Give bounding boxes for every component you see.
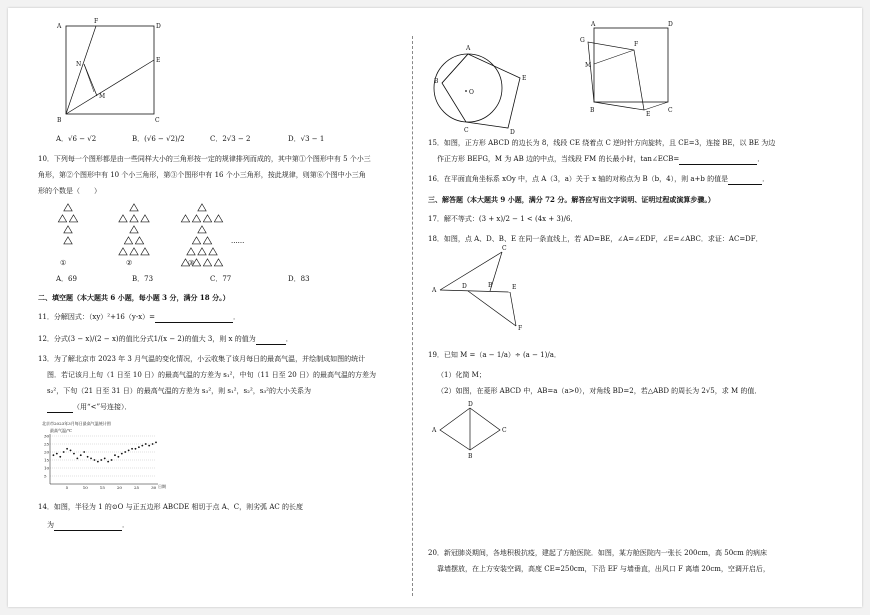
pattern-2-triangle [119,215,127,222]
label-D: D [510,129,515,136]
label-C: C [502,245,507,252]
label-B: B [488,282,493,289]
pattern-3-triangle [198,226,206,233]
pattern-1-triangle [64,237,72,244]
exam-page [8,8,862,607]
data-point [114,454,116,456]
q9-option-d: D．√3 − 1 [288,135,325,143]
pattern-1-triangle [64,226,72,233]
label-D: D [468,401,473,408]
q10-option-c: C．77 [210,275,232,283]
q9-option-a: A．√6 − √2 [56,135,97,143]
q12: 12．分式(3 − x)/(2 − x)的值比分式1/(x − 2)的值大 3，则 x 的值为 ． [38,335,293,343]
data-point [104,458,106,460]
label-B: B [434,78,439,85]
section-2-heading: 二、填空题（本大题共 6 小题，每小题 3 分，满分 18 分。） [38,293,230,302]
ellipsis: ······ [231,239,245,247]
pattern-2-triangle [141,248,149,255]
q13-line4: （用“<”号连接）． [47,402,132,413]
label-D: D [462,283,467,290]
data-point [87,456,89,458]
data-point [53,454,55,456]
pattern-3-triangle [181,215,189,222]
y-tick-label: 10 [44,465,50,471]
label-A: A [466,45,471,52]
data-point [100,459,102,461]
rotating-square-figure [576,22,676,132]
q16-answer-blank[interactable] [728,176,762,185]
label-C: C [155,117,160,124]
q9-option-c: C．2√3 − 2 [210,135,251,143]
q18-figure [432,246,542,336]
right-column [428,8,808,607]
label-B: B [590,107,595,114]
q18: 18．如图，点 A、D、B、E 在同一条直线上，若 AD=BE，∠A=∠EDF，∠E=∠ABC．求证：AC=DF． [428,235,763,243]
data-point [124,451,126,453]
pattern-2-triangle [141,215,149,222]
q10-line1: 10．下列每一个图形都是由一些同样大小的三角形按一定的规律排列而成的，其中第①个图形中有 5 个小三 [38,155,371,163]
pattern-3-triangle [214,259,222,266]
q19-line3: （2）如图，在菱形 ABCD 中，AB=a（a>0），对角线 BD=2，若△ABD 的周长为 2√5，求 M 的值． [437,387,762,395]
chart-ylabel: 最高气温/℃ [50,428,72,433]
pattern-1-label: ① [60,259,67,267]
pattern-1-triangle [69,215,77,222]
label-C: C [668,107,673,114]
left-column [38,8,410,607]
q10-option-d: D．83 [288,275,310,283]
pattern-3-triangle [198,248,206,255]
q13-answer-blank[interactable] [47,404,73,413]
pattern-2-triangle [130,204,138,211]
chart-title: 北京市2023年3月每日最高气温统计图 [42,421,111,426]
q13-line1: 13．为了解北京市 2023 年 3 月气温的变化情况，小云收集了该月每日的最高气温，并绘制成如图的统计 [38,355,366,363]
q17: 17．解不等式：(3 + x)/2 − 1 < (4x + 3)/6． [428,215,578,223]
pattern-3-triangle [198,204,206,211]
pattern-2-triangle [119,248,127,255]
label-B: B [57,117,62,124]
q14-line2: 为 ． [47,521,129,529]
pattern-2-triangle [124,237,132,244]
y-tick-label: 15 [44,457,50,463]
triangle-patterns [38,200,318,256]
data-point [90,458,92,460]
data-point [111,459,113,461]
section-3-heading: 三、解答题（本大题共 9 小题，满分 72 分。解答应写出文字说明、证明过程或演算步骤。） [428,195,715,204]
pattern-3-triangle [192,237,200,244]
q13-line3: s₂²，下旬（21 日至 31 日）的最高气温的方差为 s₃²，则 s₁²，s₂²，s₃²的大小关系为 [47,387,311,395]
data-point [135,448,137,450]
label-A: A [432,287,437,294]
y-tick-label: 20 [44,449,50,455]
data-point [107,461,109,463]
q14-line1: 14．如图，半径为 1 的⊙O 与正五边形 ABCDE 相切于点 A、C，则劣弧 AC 的长度 [38,503,303,511]
x-tick-label: 20 [116,485,122,490]
column-divider [412,36,413,596]
pattern-3-triangle [187,248,195,255]
pattern-2-triangle [130,215,138,222]
q10-option-b: B．73 [132,275,154,283]
q16: 16．在平面直角坐标系 xOy 中，点 A（3，a）关于 x 轴的对称点为 B（b，4），则 a+b 的值是 ． [428,175,770,183]
x-tick-label: 10 [82,485,88,490]
label-G: G [580,37,585,44]
data-point [59,456,61,458]
chart-xlabel: 日期 [158,484,166,489]
data-point [94,459,96,461]
data-point [80,454,82,456]
data-point [63,451,65,453]
pattern-2-triangle [130,248,138,255]
x-tick-label: 25 [133,485,140,490]
q20-line2: 靠墙摆放，在上方安装空调，高度 CE=250cm，下沿 EF 与墙垂直，出风口 F 离墙 20cm，空调开启后， [437,565,770,573]
data-point [66,448,68,450]
data-point [131,448,133,450]
data-point [152,443,154,445]
y-tick-label: 5 [44,473,47,479]
label-A: A [591,21,596,28]
data-point [121,453,123,455]
x-tick-label: 15 [99,485,105,490]
label-M: M [585,62,592,69]
q9-option-b: B．(√6 − √2)/2 [132,135,185,143]
y-tick-label: 30 [44,433,50,439]
q10-line3: 形的个数是（ ） [38,187,101,195]
q19-line2: （1）化简 M； [437,371,486,379]
pattern-3-triangle [214,215,222,222]
x-tick-label: 5 [65,485,69,490]
label-N: N [76,61,82,68]
data-point [145,443,147,445]
pattern-1-triangle [64,204,72,211]
pattern-2-triangle [135,237,143,244]
label-F: F [634,41,639,48]
circle-pentagon-figure [428,38,538,134]
data-point [56,453,58,455]
pattern-3-triangle [203,237,211,244]
pattern-3-triangle [203,259,211,266]
q10-line2: 角形，第②个图形中有 10 个小三角形，第③个图形中有 16 个小三角形，按此规律，则第⑥个图中小三角 [38,171,366,179]
q11-answer-blank[interactable] [155,314,233,323]
label-B: B [468,453,473,460]
data-point [97,461,99,463]
label-E: E [156,57,161,64]
pattern-3-triangle [203,215,211,222]
data-point [117,456,119,458]
pattern-1-triangle [58,215,66,222]
label-A: A [432,427,437,434]
data-point [155,442,157,444]
label-A: A [57,23,62,30]
data-point [73,453,75,455]
data-point [70,450,72,452]
q15-line2: 作正方形 BEFG，M 为 AB 边的中点，当线段 FM 的长最小时，tan∠ECB= ． [437,155,765,163]
q15-line1: 15．如图，正方形 ABCD 的边长为 8，线段 CE 绕着点 C 逆时针方向旋转，且 CE=3，连接 BE，以 BE 为边 [428,139,776,147]
label-C: C [502,427,507,434]
label-O: O [469,89,474,96]
pattern-2-triangle [130,226,138,233]
label-F: F [518,325,523,332]
data-point [138,446,140,448]
q10-option-a: A．69 [56,275,77,283]
y-tick-label: 25 [44,441,50,447]
q19-line1: 19．已知 M =（a − 1/a）÷ (a − 1)/a． [428,351,561,359]
q14-answer-blank[interactable] [54,522,122,531]
pattern-3-triangle [192,215,200,222]
q11: 11．分解因式：（xy）²+16（y-x）= ． [38,313,241,321]
label-D: D [156,23,161,30]
label-E: E [512,284,517,291]
label-C: C [464,127,469,134]
label-F: F [94,18,99,25]
data-point [128,450,130,452]
data-point [141,445,143,447]
label-E: E [646,111,651,118]
pattern-3-triangle [209,248,217,255]
label-D: D [668,21,673,28]
data-point [148,445,150,447]
data-point [83,451,85,453]
q12-answer-blank[interactable] [256,336,286,345]
pattern-2-label: ② [126,259,133,267]
rhombus-figure [432,400,522,462]
temperature-chart [40,420,168,498]
label-M: M [99,93,106,100]
q15-answer-blank[interactable] [679,156,757,165]
pattern-3-label: ③ [188,259,195,267]
square-figure [56,20,166,130]
data-point [76,458,78,460]
x-tick-label: 30 [151,485,157,490]
q13-line2: 图．若记该月上旬（1 日至 10 日）的最高气温的方差为 s₁²，中旬（11 日至 20 日）的最高气温的方差为 [47,371,376,379]
q20-line1: 20．新冠肺炎期间，各地积极抗疫，建起了方舱医院．如图，某方舱医院内一张长 200cm，高 50cm 的病床 [428,549,767,557]
label-E: E [522,75,527,82]
